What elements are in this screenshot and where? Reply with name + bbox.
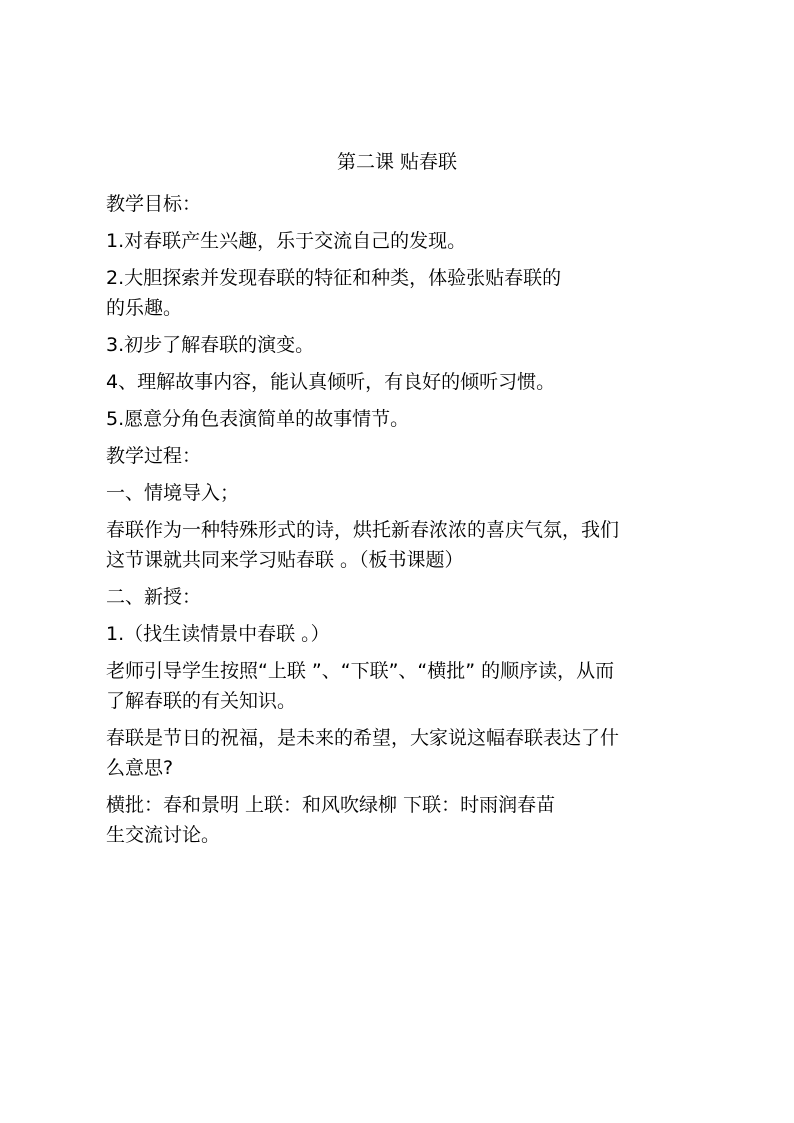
section-heading-objectives: 教学目标： xyxy=(106,193,202,215)
objective-3: 3.初步了解春联的演变。 xyxy=(106,334,315,356)
objective-1: 1.对春联产生兴趣，乐于交流自己的发现。 xyxy=(106,230,467,252)
objective-2-continued: 的乐趣。 xyxy=(106,297,183,319)
paragraph-intro-line-2: 这节课就共同来学习贴春联 。（板书课题） xyxy=(106,549,464,571)
couplet-line: 横批：春和景明 上联：和风吹绿柳 下联：时雨润春苗 xyxy=(106,794,556,816)
step-1-heading: 一、情境导入； xyxy=(106,482,240,504)
lesson-body xyxy=(106,190,706,858)
step-2-heading: 二、新授： xyxy=(106,586,202,608)
objective-5: 5.愿意分角色表演简单的故事情节。 xyxy=(106,408,410,430)
closing-line: 生交流讨论。 xyxy=(106,824,221,846)
objective-4: 4、理解故事内容，能认真倾听，有良好的倾听习惯。 xyxy=(106,371,556,393)
paragraph-intro-line-1: 春联作为一种特殊形式的诗，烘托新春浓浓的喜庆气氛，我们 xyxy=(106,519,620,541)
paragraph-reading-line-1: 老师引导学生按照“上联 ”、“下联”、“横批” 的顺序读，从而 xyxy=(106,660,615,682)
objective-2: 2.大胆探索并发现春联的特征和种类，体验张贴春联的 xyxy=(106,267,562,289)
paragraph-reading-line-2: 了解春联的有关知识。 xyxy=(106,690,297,712)
step-2-item-1: 1.（找生读情景中春联 。） xyxy=(106,623,330,645)
lesson-title: 第二课 贴春联 xyxy=(336,151,458,173)
paragraph-meaning-line-1: 春联是节日的祝福，是未来的希望，大家说这幅春联表达了什 xyxy=(106,727,620,749)
section-heading-process: 教学过程： xyxy=(106,445,202,467)
paragraph-meaning-line-2: 么意思? xyxy=(106,757,174,779)
